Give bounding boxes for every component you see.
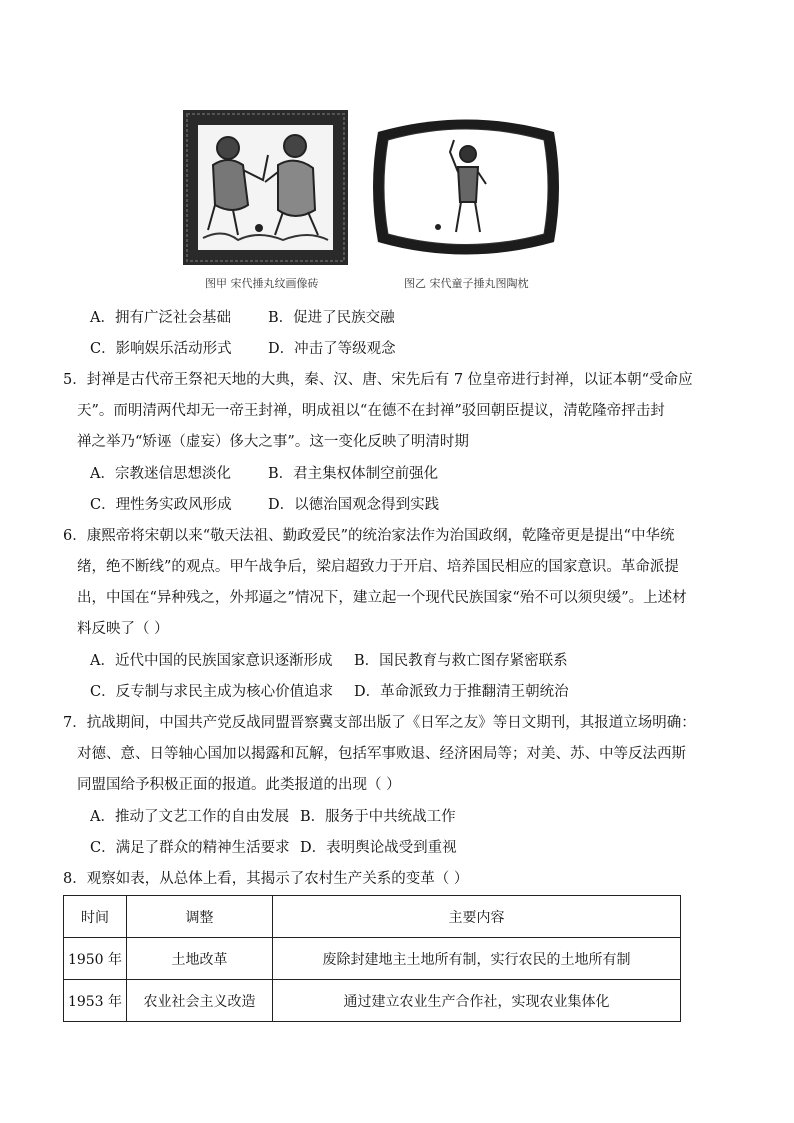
table-cell: 1950 年 [64,938,127,980]
q6-stem-line-2: 绪，绝不断线”的观点。甲午战争后，梁启超致力于开启、培养国民相应的国家意识。革命派提 [77,559,679,575]
figure-b-caption: 图乙 宋代童子捶丸图陶枕 [404,277,529,290]
table-row [64,938,681,980]
q6-option-b: B．国民教育与救亡图存紧密联系 [354,653,568,669]
table-row [64,980,681,1022]
table-header-cell: 调整 [127,896,273,938]
table-cell: 1953 年 [64,980,127,1022]
table-cell: 农业社会主义改造 [127,980,273,1022]
q5-option-b: B．君主集权体制空前强化 [268,466,439,482]
q7-stem-line-3: 同盟国给予积极正面的报道。此类报道的出现（ ） [77,777,401,793]
q5-option-d: D．以德治国观念得到实践 [268,497,440,513]
q5-stem-line-2: 天”。而明清两代却无一帝王封禅，明成祖以“在德不在封禅”驳回朝臣提议，清乾隆帝抨击封 [77,403,665,419]
q7-stem-line-2: 对德、意、日等轴心国加以揭露和瓦解，包括军事败退、经济困局等；对美、苏、中等反法西斯 [77,746,686,762]
table-header-cell: 时间 [64,896,127,938]
table-header-cell: 主要内容 [273,896,681,938]
q4-option-b: B．促进了民族交融 [268,310,395,326]
table-cell: 通过建立农业生产合作社，实现农业集体化 [273,980,681,1022]
q6-stem-line-1: 6．康熙帝将宋朝以来“敬天法祖、勤政爱民”的统治家法作为治国政纲，乾隆帝更是提出“中华统 [63,528,675,544]
q4-option-d: D．冲击了等级观念 [268,341,396,357]
q4-option-c: C．影响娱乐活动形式 [90,341,232,357]
q5-stem-line-1: 5．封禅是古代帝王祭祀天地的大典，秦、汉、唐、宋先后有 7 位皇帝进行封禅，以证本朝“受命应 [63,372,693,388]
figure-a-caption: 图甲 宋代捶丸纹画像砖 [205,277,319,290]
q7-option-c: C．满足了群众的精神生活要求 [90,840,290,856]
table-cell: 土地改革 [127,938,273,980]
q7-option-d: D．表明舆论战受到重视 [300,840,457,856]
q5-option-a: A．宗教迷信思想淡化 [90,466,231,482]
q6-option-d: D．革命派致力于推翻清王朝统治 [354,684,569,700]
q7-option-b: B．服务于中共统战工作 [300,809,456,825]
q8-stem: 8．观察如表，从总体上看，其揭示了农村生产关系的变革（ ） [63,871,469,887]
figure-a-brick-relief [183,110,348,265]
q5-option-c: C．理性务实政风形成 [90,497,232,513]
q6-option-c: C．反专制与求民主成为核心价值追求 [90,684,334,700]
q6-option-a: A．近代中国的民族国家意识逐渐形成 [90,653,333,669]
q7-option-a: A．推动了文艺工作的自由发展 [90,809,289,825]
q6-stem-line-4: 料反映了（ ） [77,621,169,637]
q8-table [63,895,681,1022]
table-cell: 废除封建地主土地所有制，实行农民的土地所有制 [273,938,681,980]
q7-stem-line-1: 7．抗战期间，中国共产党反战同盟晋察冀支部出版了《日军之友》等日文期刊，其报道立场明确： [63,715,696,731]
q4-option-a: A．拥有广泛社会基础 [90,310,231,326]
q5-stem-line-3: 禅之举乃“矫诬（虚妄）侈大之事”。这一变化反映了明清时期 [77,434,469,450]
figure-b-ceramic-pillow [358,112,574,262]
q6-stem-line-3: 出，中国在“异种残之，外邦逼之”情况下，建立起一个现代民族国家“殆不可以须臾缓”。上述材 [77,590,687,606]
table-header-row [64,896,681,938]
